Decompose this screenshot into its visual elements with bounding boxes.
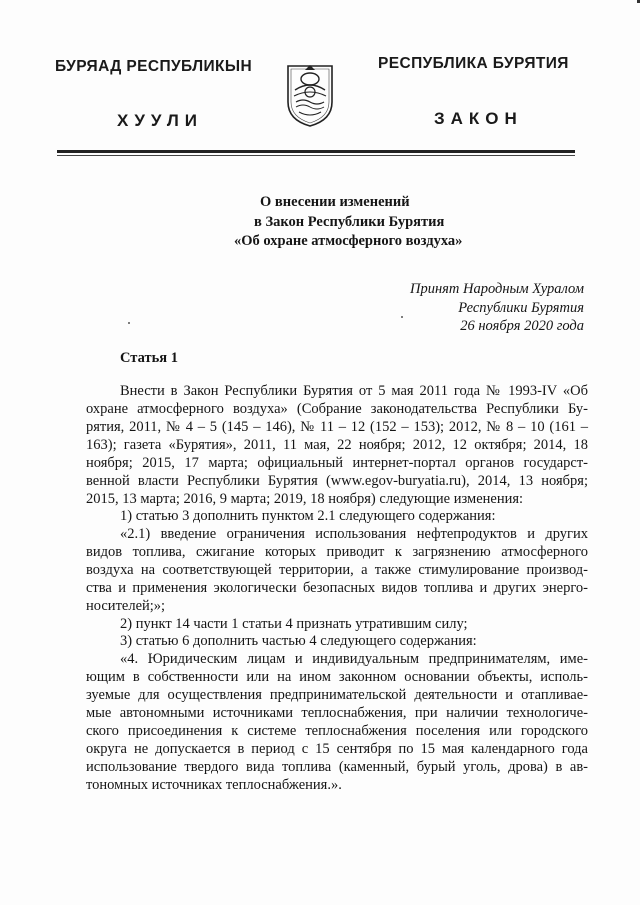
article-line: «4. Юридическим лицам и индивидуальным предпринимателям, име-: [120, 651, 588, 667]
coat-of-arms-icon: [285, 62, 335, 128]
article-line: носителей;»;: [86, 598, 166, 614]
law-title-line-1: О внесении изменений: [260, 194, 410, 210]
article-line: «2.1) введение ограничения использования нефтепродуктов и других: [120, 526, 588, 542]
article-line: 2) пункт 14 части 1 статьи 4 признать утратившим силу;: [120, 616, 468, 632]
scan-speck: [128, 322, 130, 324]
article-line: зуемые для осуществления предпринимательской деятельности и отапливае-: [86, 687, 588, 703]
article-line: ского присоединения к системе теплоснабжения поселения или городского: [86, 723, 588, 739]
header-republic-buryatia: РЕСПУБЛИКА БУРЯТИЯ: [378, 55, 569, 72]
adoption-line-2: Республики Бурятия: [458, 300, 584, 316]
adoption-date: 26 ноября 2020 года: [460, 318, 584, 334]
article-line: рятия, 2011, № 4 – 5 (145 – 146), № 11 – 12 (152 – 153); 2012, № 8 – 10 (161 –: [86, 419, 588, 435]
article-line: 3) статью 6 дополнить частью 4 следующего содержания:: [120, 633, 477, 649]
article-line: видов топлива, сжигание которых приводит к загрязнению атмосферного: [86, 544, 588, 560]
article-line: мые автономными источниками теплоснабжения, при наличии технологиче-: [86, 705, 588, 721]
article-line: ющим в собственности или на ином законном основании объекты, исполь-: [86, 669, 588, 685]
law-title-line-2: в Закон Республики Бурятия: [254, 214, 445, 230]
article-heading: Статья 1: [120, 350, 178, 366]
article-line: 2015, 13 марта; 2016, 9 марта; 2019, 18 ноября) следующие изменения:: [86, 491, 524, 507]
article-line: тономных источниках теплоснабжения.».: [86, 777, 342, 793]
article-line: Внести в Закон Республики Бурятия от 5 мая 2011 года № 1993-IV «Об: [120, 383, 588, 399]
article-line: венной власти Республики Бурятия (www.egov-buryatia.ru), 2014, 13 ноября;: [86, 473, 588, 489]
article-line: 163); газета «Бурятия», 2011, 11 мая, 22 ноября; 2012, 12 октября; 2014, 18: [86, 437, 588, 453]
article-line: 1) статью 3 дополнить пунктом 2.1 следующего содержания:: [120, 508, 496, 524]
header-rule-thin: [57, 155, 575, 156]
article-line: воздуха на соответствующей территории, а также стимулирование производ-: [86, 562, 588, 578]
article-line: ноября; 2015, 17 марта; официальный интернет-портал органов государст-: [86, 455, 588, 471]
header-khuuli: ХУУЛИ: [117, 111, 203, 130]
law-title-line-3: «Об охране атмосферного воздуха»: [234, 233, 463, 249]
article-line: охране атмосферного воздуха» (Собрание законодательства Республики Бу-: [86, 401, 588, 417]
header-zakon: ЗАКОН: [434, 109, 523, 128]
header-rule-thick: [57, 150, 575, 153]
article-line: округа не допускается в период с 15 сентября по 15 мая календарного года: [86, 741, 588, 757]
article-line: ства и применения экологически безопасных видов топлива и других энерго-: [86, 580, 588, 596]
scan-speck: [401, 316, 403, 318]
header-buryat-republic: БУРЯАД РЕСПУБЛИКЫН: [55, 58, 253, 75]
adoption-line-1: Принят Народным Хуралом: [409, 281, 584, 297]
article-line: использование твердого вида топлива (каменный, бурый уголь, дрова) в ав-: [86, 759, 588, 775]
